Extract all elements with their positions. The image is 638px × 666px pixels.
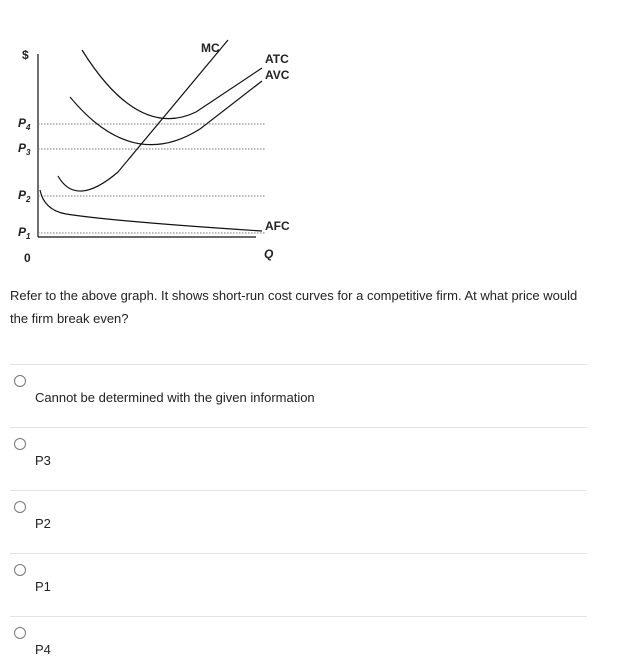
avc-curve xyxy=(70,81,262,145)
radio-button[interactable] xyxy=(14,375,26,387)
cost-curves-graph xyxy=(0,0,300,280)
p3-subscript: 3 xyxy=(26,148,31,157)
mc-curve xyxy=(58,40,228,191)
divider xyxy=(10,490,587,491)
atc-curve-label: ATC xyxy=(265,52,289,66)
answer-option-p3[interactable] xyxy=(10,429,587,491)
option-label: P3 xyxy=(35,453,51,468)
divider xyxy=(10,427,587,428)
divider xyxy=(10,616,587,617)
option-label: P4 xyxy=(35,642,51,657)
p4-label xyxy=(18,116,31,132)
atc-curve xyxy=(82,50,262,119)
option-label: P2 xyxy=(35,516,51,531)
p1-label xyxy=(18,225,31,241)
p2-label xyxy=(18,188,31,204)
y-axis-label: $ xyxy=(22,48,29,62)
p2-subscript: 2 xyxy=(26,195,31,204)
p3-label xyxy=(18,141,31,157)
p4-letter: P xyxy=(18,116,27,130)
p4-subscript: 4 xyxy=(26,123,31,132)
question-text: Refer to the above graph. It shows short-run cost curves for a competitive firm. At what price would the firm break even? xyxy=(10,288,578,326)
radio-button[interactable] xyxy=(14,438,26,450)
p3-letter: P xyxy=(18,141,27,155)
answer-option-p4[interactable] xyxy=(10,618,587,664)
x-axis-label: Q xyxy=(264,247,274,261)
origin-label: 0 xyxy=(24,251,31,265)
p1-letter: P xyxy=(18,225,27,239)
avc-curve-label: AVC xyxy=(265,68,290,82)
option-label: Cannot be determined with the given information xyxy=(35,390,315,405)
radio-button[interactable] xyxy=(14,627,26,639)
afc-curve xyxy=(40,190,262,231)
radio-button[interactable] xyxy=(14,501,26,513)
afc-curve-label: AFC xyxy=(265,219,290,233)
p2-letter: P xyxy=(18,188,27,202)
answer-option-p1[interactable] xyxy=(10,555,587,617)
divider xyxy=(10,553,587,554)
answer-option-cannot-determine[interactable] xyxy=(10,366,587,428)
divider xyxy=(10,364,587,365)
p1-subscript: 1 xyxy=(26,232,31,241)
answer-option-p2[interactable] xyxy=(10,492,587,554)
mc-curve-label: MC xyxy=(201,41,220,55)
option-label: P1 xyxy=(35,579,51,594)
radio-button[interactable] xyxy=(14,564,26,576)
